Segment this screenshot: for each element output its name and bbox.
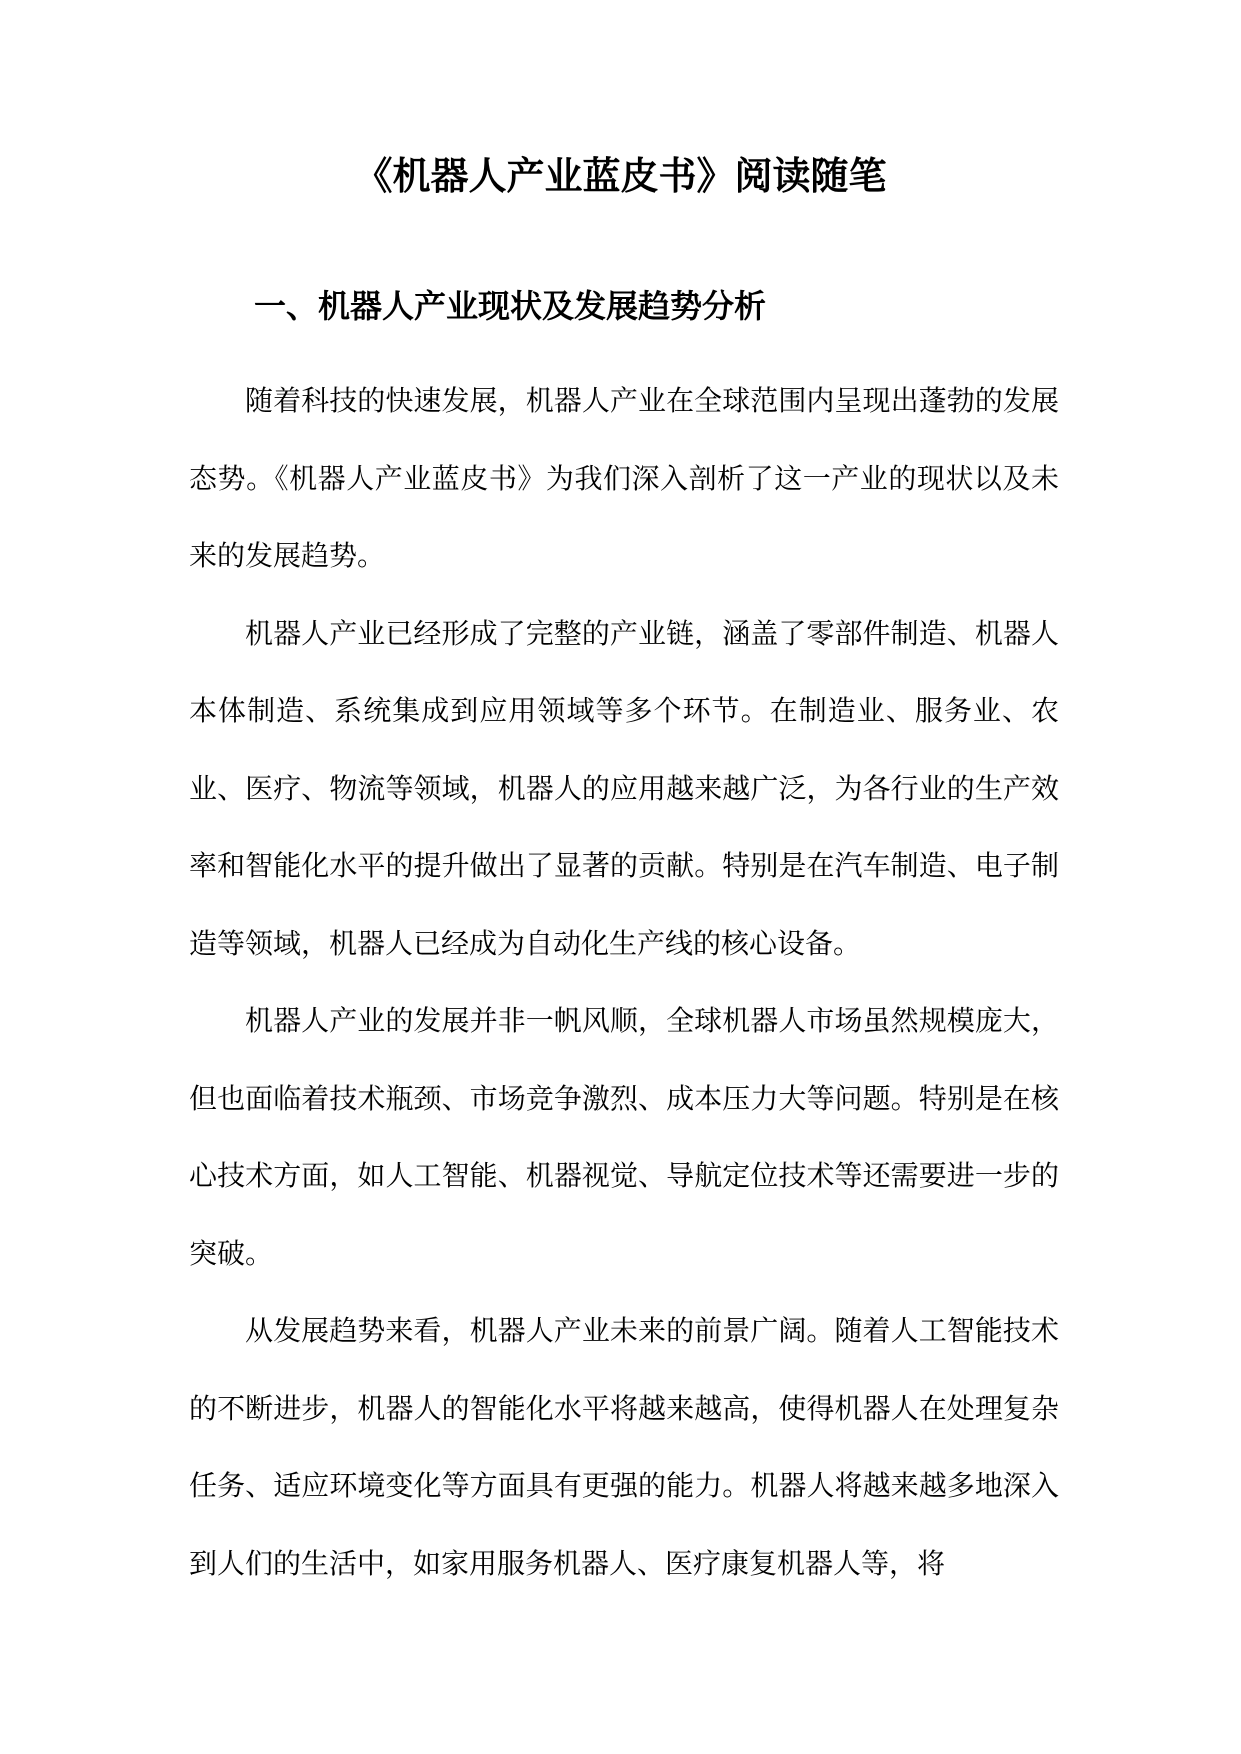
document-body	[189, 362, 1059, 1602]
paragraph-1: 随着科技的快速发展，机器人产业在全球范围内呈现出蓬勃的发展态势。《机器人产业蓝皮书》为我们深入剖析了这一产业的现状以及未来的发展趋势。	[189, 384, 1059, 572]
paragraph-2: 机器人产业已经形成了完整的产业链，涵盖了零部件制造、机器人本体制造、系统集成到应用领域等多个环节。在制造业、服务业、农业、医疗、物流等领域，机器人的应用越来越广泛，为各行业的生产效率和智能化水平的提升做出了显著的贡献。特别是在汽车制造、电子制造等领域，机器人已经成为自动化生产线的核心设备。	[189, 616, 1059, 960]
document-title: 《机器人产业蓝皮书》阅读随笔	[354, 153, 887, 198]
section-heading: 一、机器人产业现状及发展趋势分析	[254, 287, 767, 325]
paragraph-4: 从发展趋势来看，机器人产业未来的前景广阔。随着人工智能技术的不断进步，机器人的智能化水平将越来越高，使得机器人在处理复杂任务、适应环境变化等方面具有更强的能力。机器人将越来越多地深入到人们的生活中，如家用服务机器人、医疗康复机器人等，将	[189, 1314, 1059, 1580]
paragraph-3: 机器人产业的发展并非一帆风顺，全球机器人市场虽然规模庞大，但也面临着技术瓶颈、市场竞争激烈、成本压力大等问题。特别是在核心技术方面，如人工智能、机器视觉、导航定位技术等还需要进一步的突破。	[189, 1004, 1059, 1270]
